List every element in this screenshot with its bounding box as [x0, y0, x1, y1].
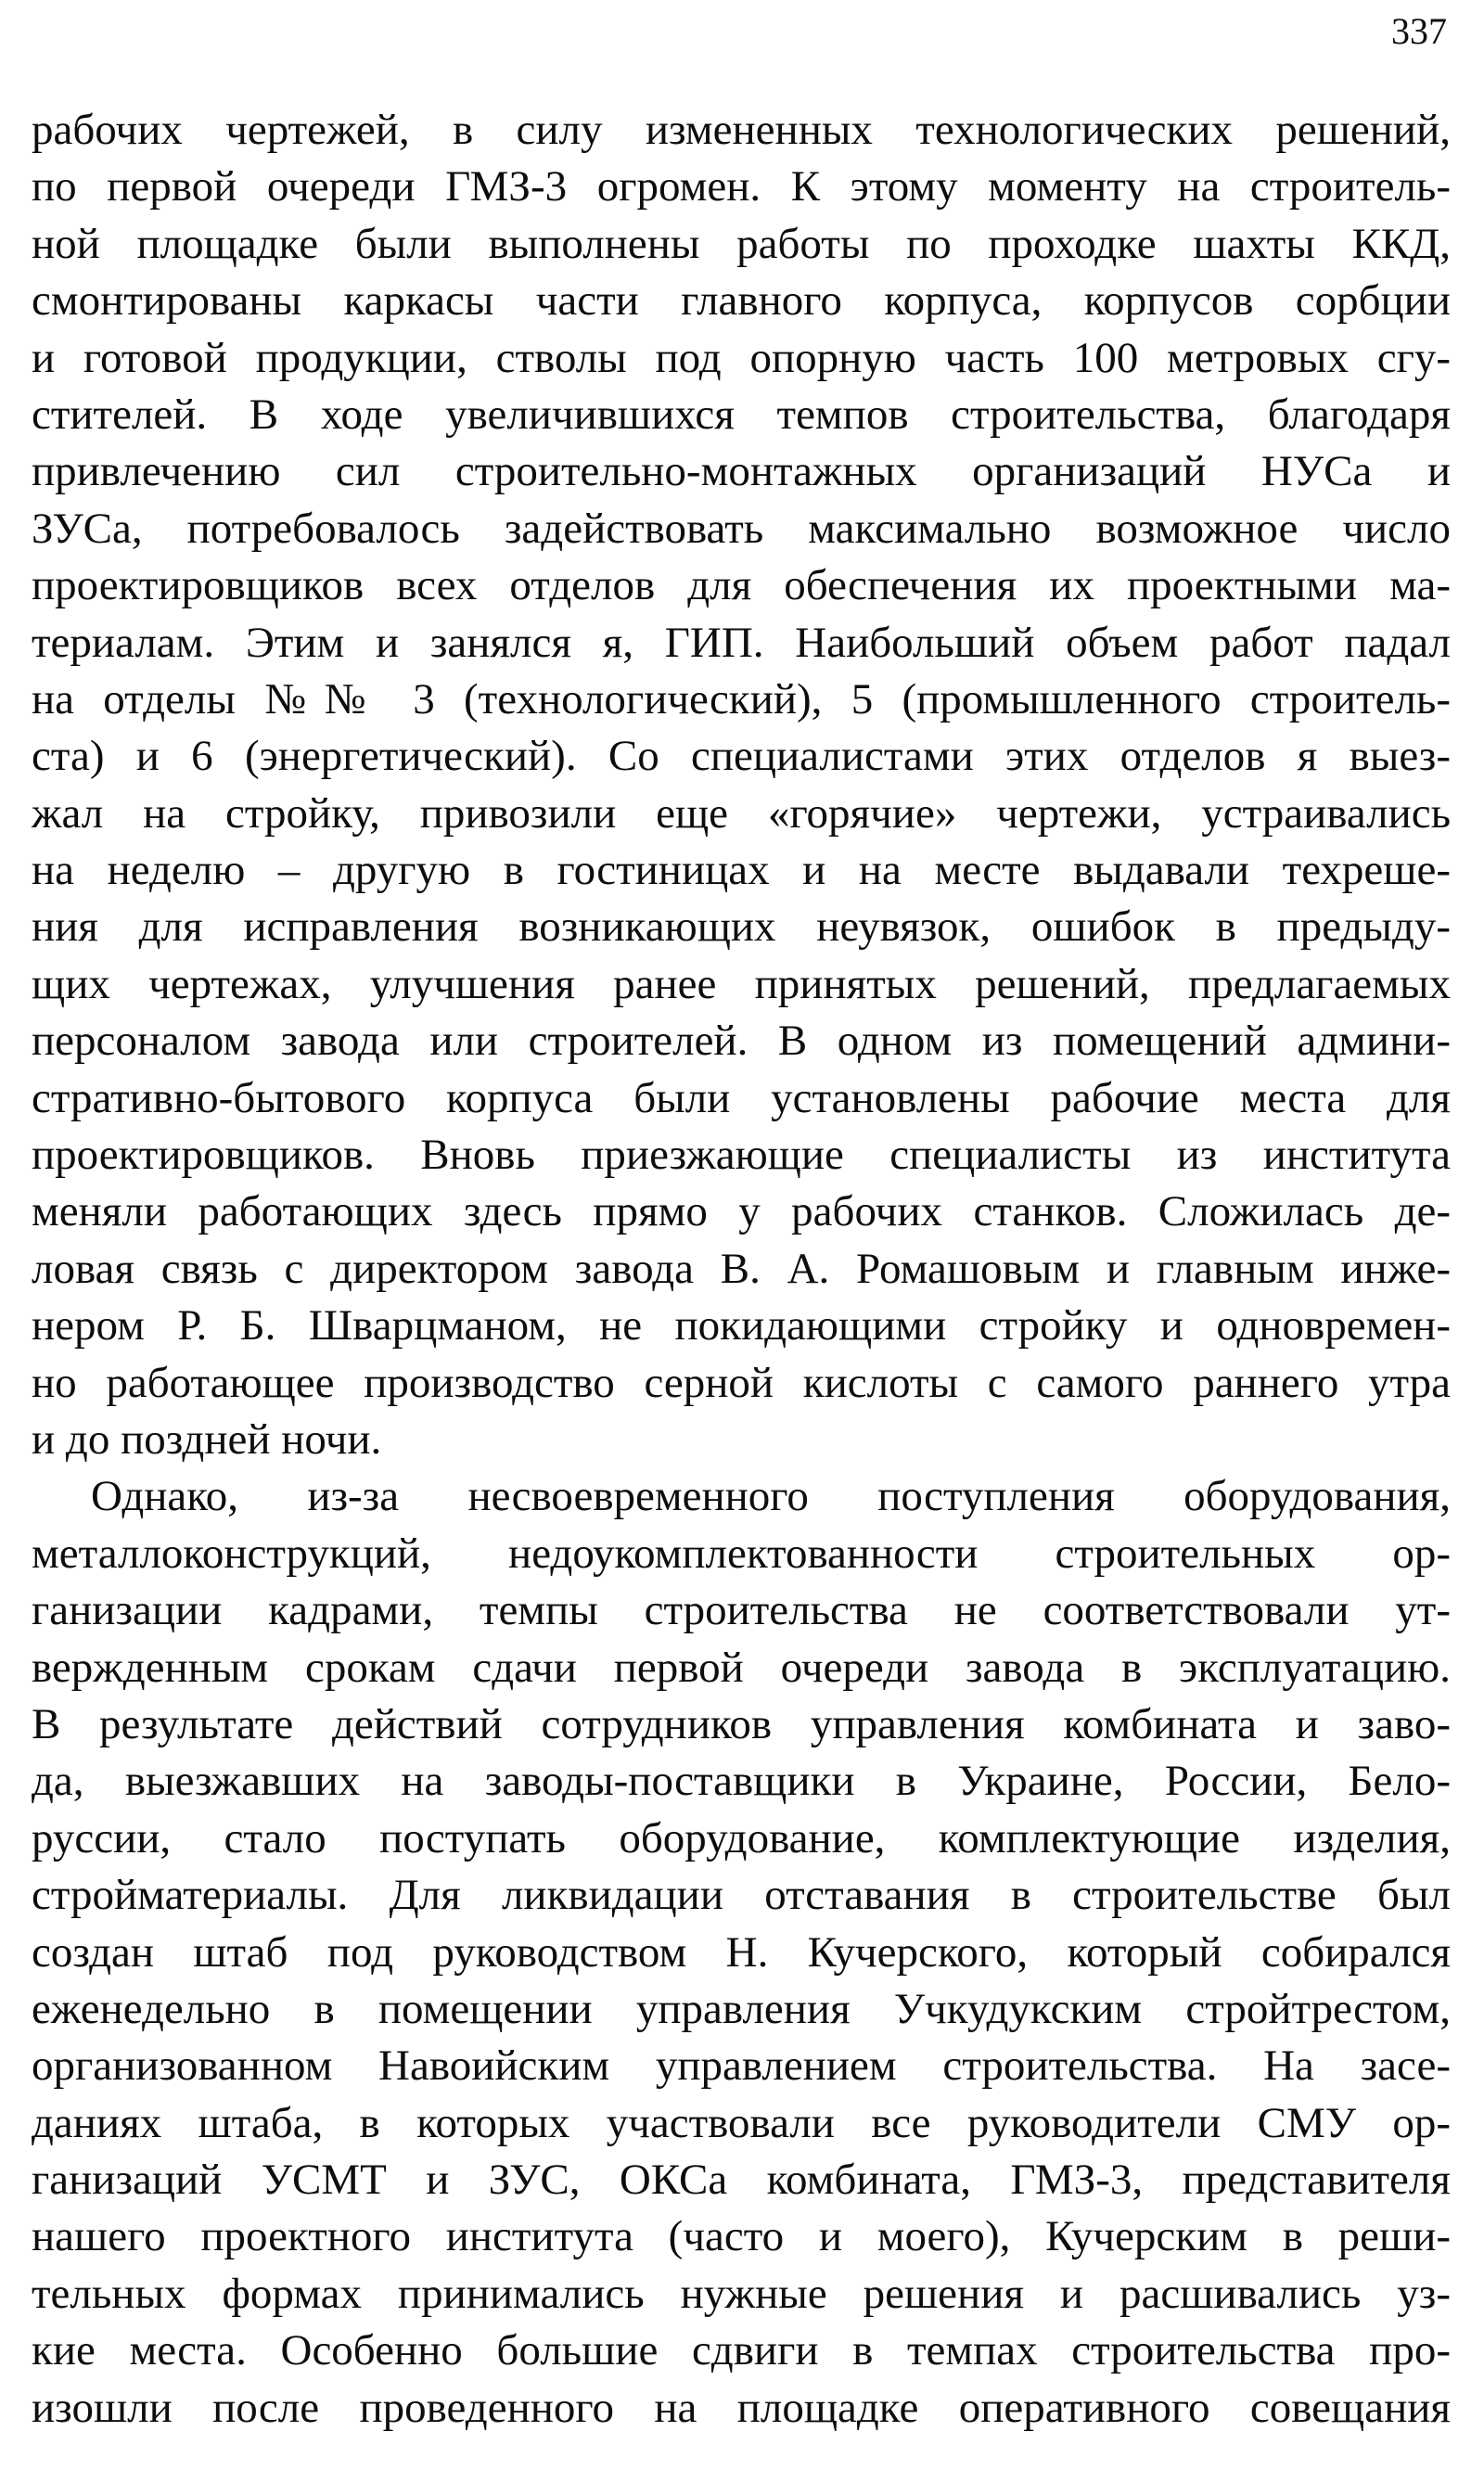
text-line: ной площадке были выполнены работы по проходке шахты ККД,	[32, 219, 1451, 268]
text-line: руссии, стало поступать оборудование, комплектующие изделия,	[32, 1813, 1451, 1862]
text-line: да, выезжавших на заводы-поставщики в Украине, России, Бело-	[32, 1757, 1451, 1806]
text-line: привлечению сил строительно-монтажных организаций НУСа и	[32, 447, 1451, 496]
text-line: стителей. В ходе увеличившихся темпов строительства, благодаря	[32, 390, 1451, 439]
body-text	[32, 102, 1451, 2437]
text-line: на отделы №№ 3 (технологический), 5 (промышленного строитель-	[32, 674, 1451, 723]
text-line: даниях штаба, в которых участвовали все руководители СМУ ор-	[32, 2098, 1451, 2147]
paragraph-end-line: и до поздней ночи.	[32, 1414, 382, 1464]
text-line: В результате действий сотрудников управления комбината и заво-	[32, 1699, 1451, 1748]
paragraph-start-line: Однако, из-за несвоевременного поступления оборудования,	[91, 1472, 1451, 1521]
text-line: стративно-бытового корпуса были установлены рабочие места для	[32, 1073, 1451, 1122]
text-line: металлоконструкций, недоукомплектованности строительных ор-	[32, 1529, 1451, 1578]
text-line: ганизаций УСМТ и ЗУС, ОКСа комбината, ГМЗ-3, представителя	[32, 2156, 1451, 2205]
text-line: создан штаб под руководством Н. Кучерского, который собирался	[32, 1927, 1451, 1977]
text-line: нашего проектного института (часто и моего), Кучерским в реши-	[32, 2212, 1451, 2261]
text-line: кие места. Особенно большие сдвиги в темпах строительства про-	[32, 2326, 1451, 2375]
text-line: по первой очереди ГМЗ-3 огромен. К этому моменту на строитель-	[32, 162, 1451, 211]
text-line: но работающее производство серной кислоты с самого раннего утра	[32, 1358, 1451, 1407]
text-line: на неделю – другую в гостиницах и на месте выдавали техреше-	[32, 846, 1451, 895]
text-line: и готовой продукции, стволы под опорную часть 100 метровых сгу-	[32, 333, 1451, 382]
text-line: жал на стройку, привозили еще «горячие» чертежи, устраивались	[32, 788, 1451, 838]
text-line: териалам. Этим и занялся я, ГИП. Наибольший объем работ падал	[32, 618, 1451, 667]
text-line: изошли после проведенного на площадке оперативного совещания	[32, 2383, 1451, 2432]
text-line: ния для исправления возникающих неувязок, ошибок в предыду-	[32, 902, 1451, 952]
text-line: нером Р. Б. Шварцманом, не покидающими стройку и одновремен-	[32, 1301, 1451, 1350]
text-line: организованном Навоийским управлением строительства. На засе-	[32, 2041, 1451, 2091]
text-line: проектировщиков. Вновь приезжающие специалисты из института	[32, 1131, 1451, 1180]
page-number: 337	[1391, 10, 1447, 52]
text-line: смонтированы каркасы части главного корпуса, корпусов сорбции	[32, 276, 1451, 326]
text-line: ловая связь с директором завода В. А. Ромашовым и главным инже-	[32, 1244, 1451, 1293]
text-line: щих чертежах, улучшения ранее принятых решений, предлагаемых	[32, 959, 1451, 1008]
text-line: вержденным срокам сдачи первой очереди завода в эксплуатацию.	[32, 1643, 1451, 1692]
text-line: еженедельно в помещении управления Учкудукским стройтрестом,	[32, 1984, 1451, 2033]
text-line: ганизации кадрами, темпы строительства не соответствовали ут-	[32, 1586, 1451, 1635]
text-line: стройматериалы. Для ликвидации отставания в строительстве был	[32, 1871, 1451, 1920]
text-line: ЗУСа, потребовалось задействовать максимально возможное число	[32, 504, 1451, 553]
text-line: меняли работающих здесь прямо у рабочих станков. Сложилась де-	[32, 1187, 1451, 1236]
text-line: персоналом завода или строителей. В одном из помещений админи-	[32, 1017, 1451, 1066]
text-line: проектировщиков всех отделов для обеспечения их проектными ма-	[32, 561, 1451, 610]
text-line: ста) и 6 (энергетический). Со специалистами этих отделов я выез-	[32, 732, 1451, 781]
text-line: тельных формах принимались нужные решения и расшивались уз-	[32, 2269, 1451, 2318]
text-line: рабочих чертежей, в силу измененных технологических решений,	[32, 106, 1451, 154]
